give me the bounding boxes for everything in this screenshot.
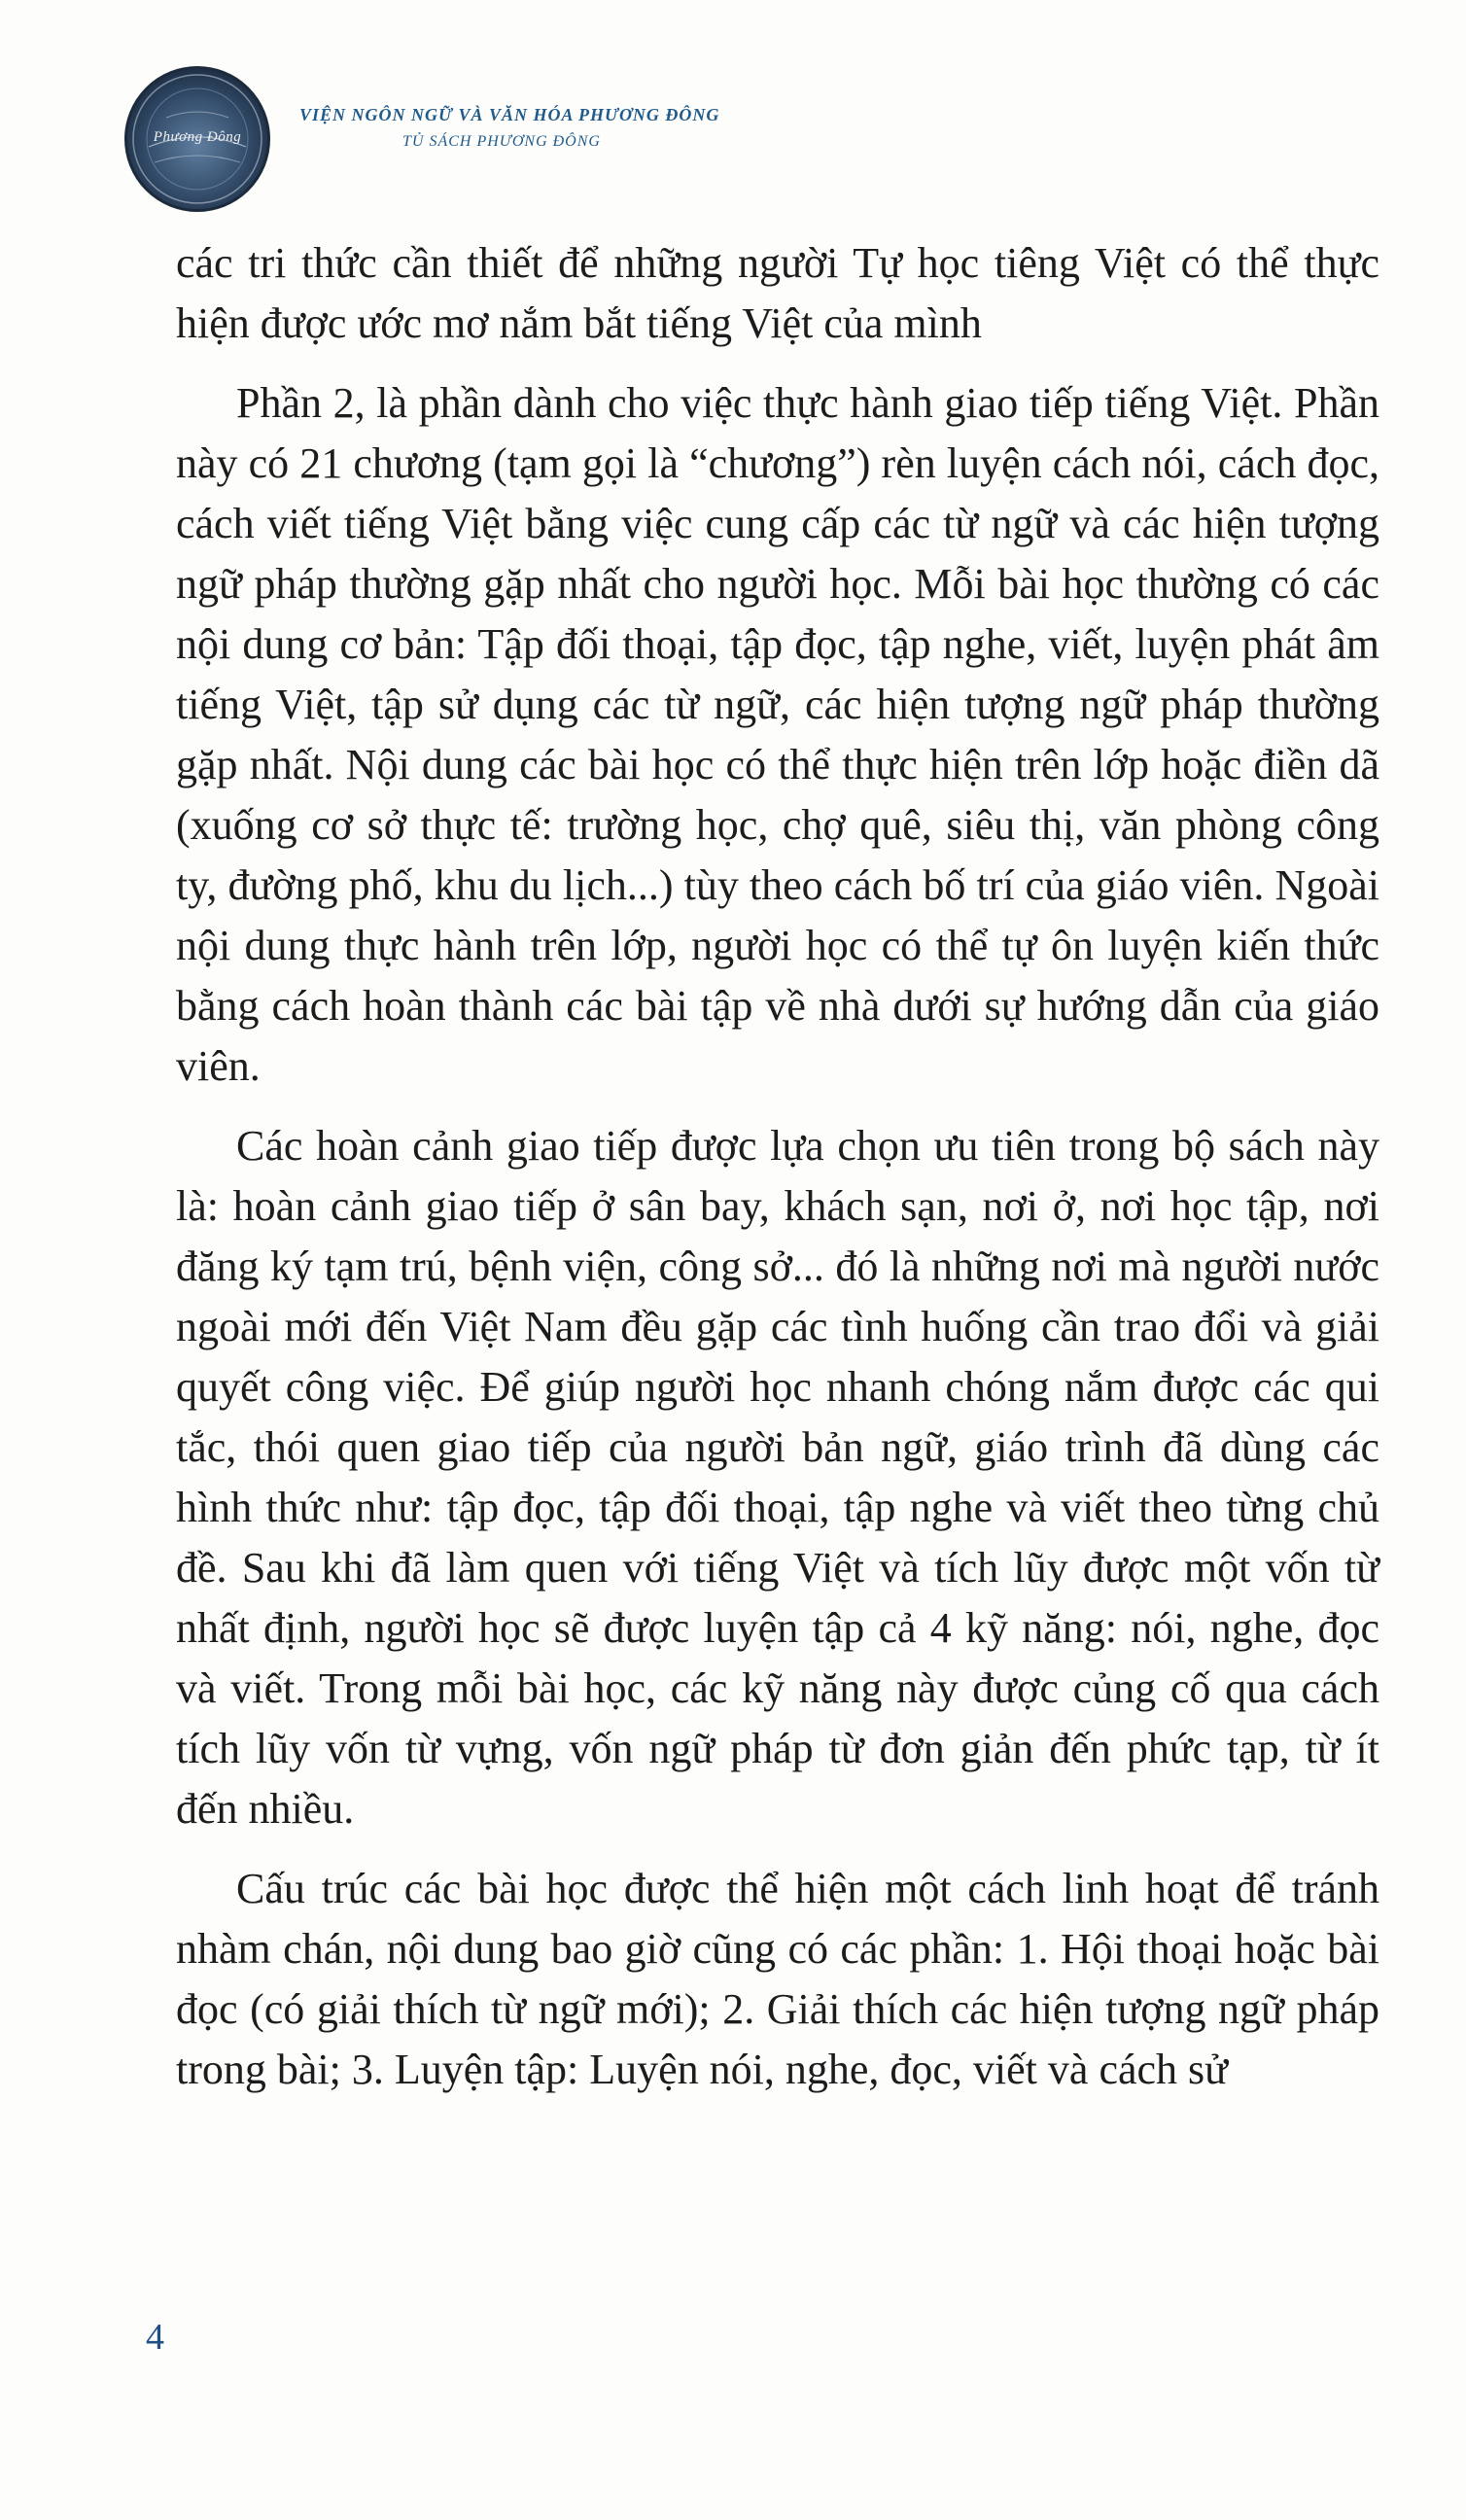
page-header	[124, 66, 999, 231]
paragraph-3: Các hoàn cảnh giao tiếp được lựa chọn ưu tiên trong bộ sách này là: hoàn cảnh giao tiếp ở sân bay, khách sạn, nơi ở, nơi học tập, nơi đăng ký tạm trú, bệnh viện, công sở... đó là những nơi mà người nước ngoài mới đến Việt Nam đều gặp các tình huống cần trao đổi và giải quyết công việc. Để giúp người học nhanh chóng nắm được các qui tắc, thói quen giao tiếp của người bản ngữ, giáo trình đã dùng các hình thức như: tập đọc, tập đối thoại, tập nghe và viết theo từng chủ đề. Sau khi đã làm quen với tiếng Việt và tích lũy được một vốn từ nhất định, người học sẽ được luyện tập cả 4 kỹ năng: nói, nghe, đọc và viết. Trong mỗi bài học, các kỹ năng này được củng cố qua cách tích lũy vốn từ vựng, vốn ngữ pháp từ đơn giản đến phức tạp, từ ít đến nhiều.	[176, 1122, 1379, 1833]
page-number: 4	[146, 2317, 164, 2358]
paragraph-1: các tri thức cần thiết để những người Tự học tiêng Việt có thể thực hiện được ước mơ nắm bắt tiếng Việt của mình	[176, 239, 1379, 347]
body-text	[176, 233, 1379, 2100]
logo-label: Phương Đông	[153, 129, 242, 145]
publisher-logo	[124, 66, 270, 212]
paragraph-2: Phần 2, là phần dành cho việc thực hành giao tiếp tiếng Việt. Phần này có 21 chương (tạm gọi là “chương”) rèn luyện cách nói, cách đọc, cách viết tiếng Việt bằng việc cung cấp các từ ngữ và các hiện tượng ngữ pháp thường gặp nhất cho người học. Mỗi bài học thường có các nội dung cơ bản: Tập đối thoại, tập đọc, tập nghe, viết, luyện phát âm tiếng Việt, tập sử dụng các từ ngữ, các hiện tượng ngữ pháp thường gặp nhất. Nội dung các bài học có thể thực hiện trên lớp hoặc điền dã (xuống cơ sở thực tế: trường học, chợ quê, siêu thị, văn phòng công ty, đường phố, khu du lịch...) tùy theo cách bố trí của giáo viên. Ngoài nội dung thực hành trên lớp, người học có thể tự ôn luyện kiến thức bằng cách hoàn thành các bài tập về nhà dưới sự hướng dẫn của giáo viên.	[176, 379, 1379, 1090]
series-name: TỦ SÁCH PHƯƠNG ĐÔNG	[402, 133, 601, 150]
paragraph-4: Cấu trúc các bài học được thể hiện một cách linh hoạt để tránh nhàm chán, nội dung bao giờ cũng có các phần: 1. Hội thoại hoặc bài đọc (có giải thích từ ngữ mới); 2. Giải thích các hiện tượng ngữ pháp trong bài; 3. Luyện tập: Luyện nói, nghe, đọc, viết và cách sử	[176, 1865, 1379, 2093]
institute-name: VIỆN NGÔN NGỮ VÀ VĂN HÓA PHƯƠNG ĐÔNG	[299, 105, 720, 124]
header-text	[299, 105, 980, 151]
